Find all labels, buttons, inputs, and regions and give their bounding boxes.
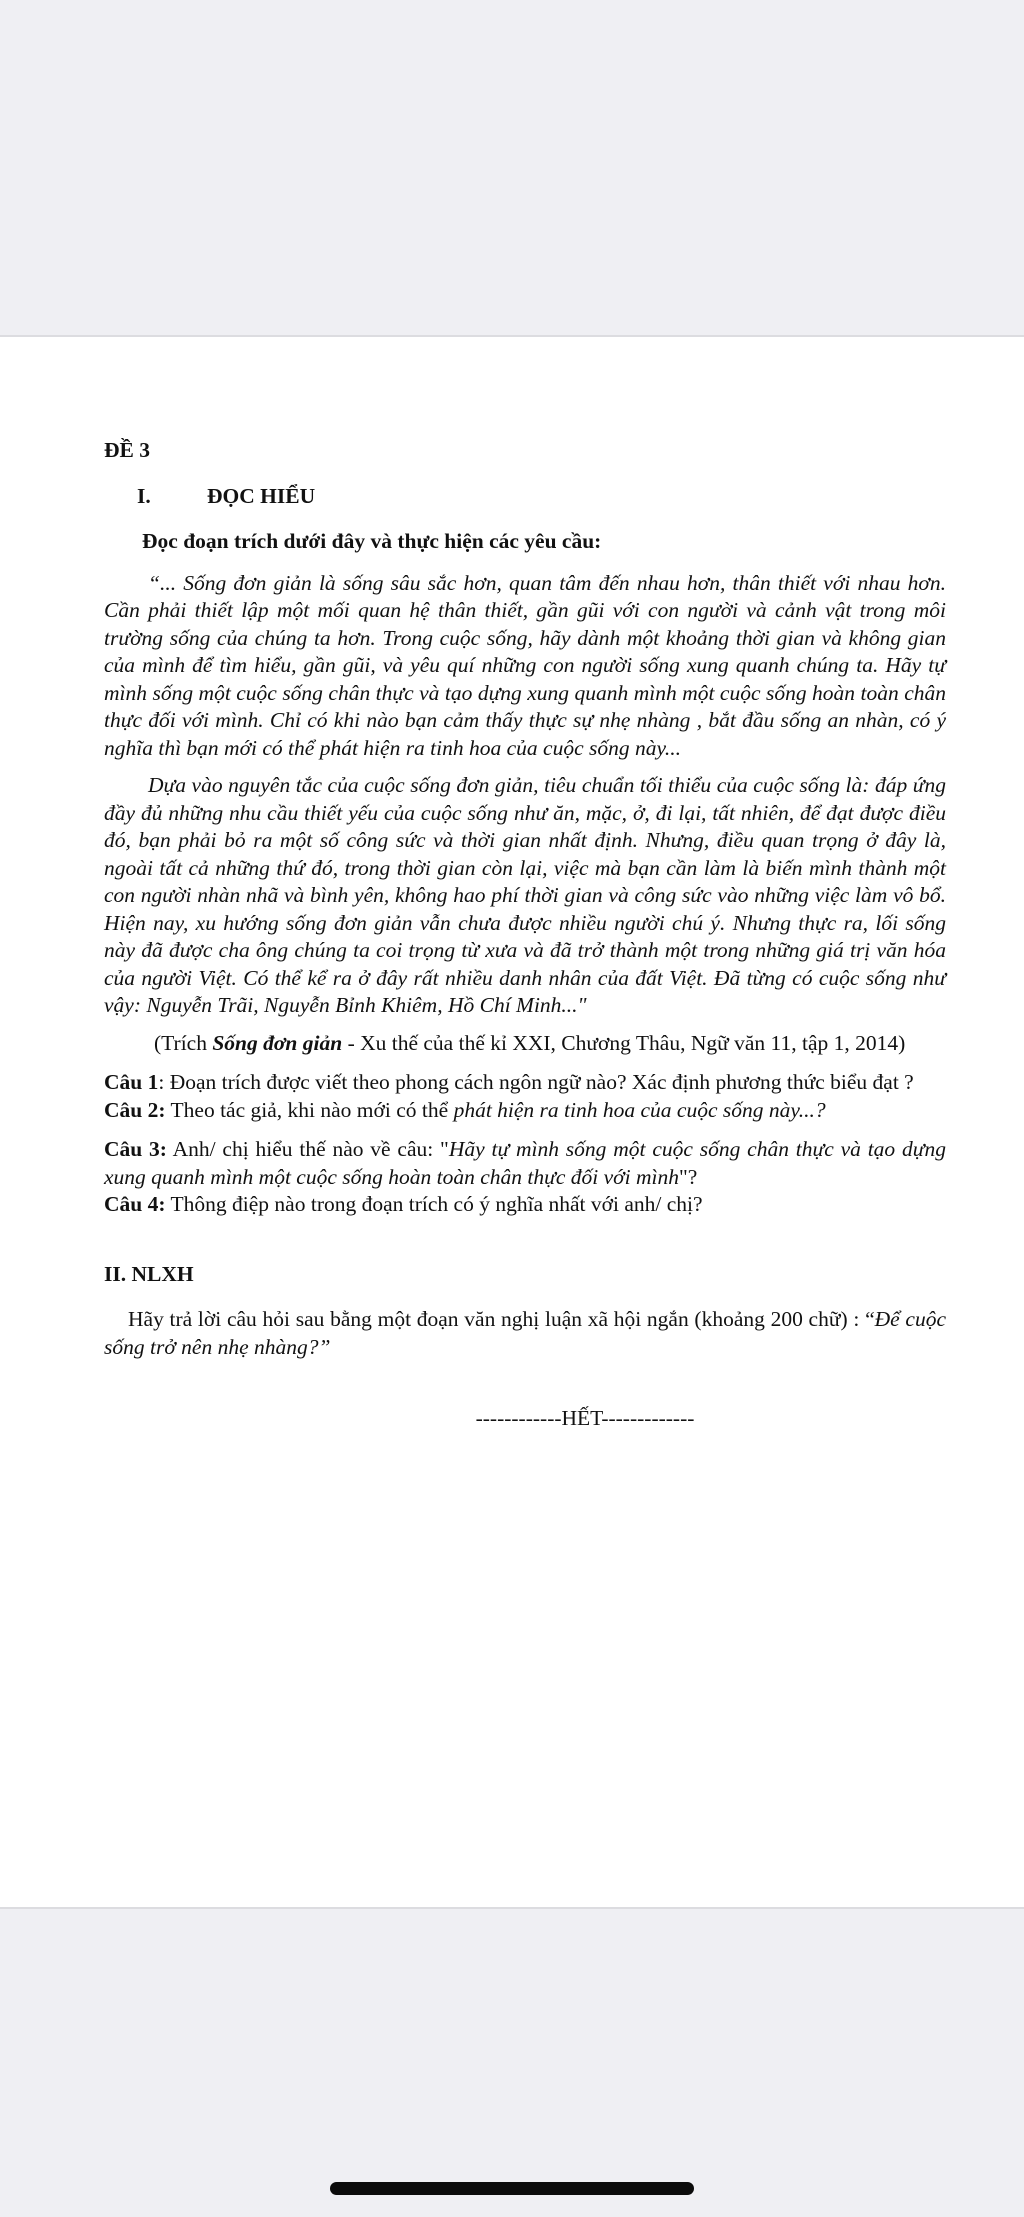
question-label: Câu 1 [104,1070,159,1094]
question-quote: Hãy tự mình sống một cuộc sống chân thực và tạo dựng xung quanh mình một cuộc sống hoàn toàn chân thực đối với mình [104,1137,946,1189]
question-label: Câu 2: [104,1097,166,1122]
question-1: Câu 1: Đoạn trích được viết theo phong cách ngôn ngữ nào? Xác định phương thức biểu đạt ? [104,1070,914,1094]
question-tail: "? [678,1164,698,1189]
instruction: Đọc đoạn trích dưới đây và thực hiện các yêu cầu: [142,529,602,553]
question-label: Câu 4: [104,1192,166,1216]
citation-work: Sống đơn giản [212,1030,343,1055]
question-label: Câu 3: [104,1137,167,1161]
excerpt-paragraph-1: “... Sống đơn giản là sống sâu sắc hơn, quan tâm đến nhau hơn, thân thiết với nhau hơn. Cần phải thiết lập một mối quan hệ thân thiết, gần gũi với con người và cảnh vật trong môi trường sống của chúng ta hơn. Trong cuộc sống, hãy dành một khoảng thời gian và không gian của mình để tìm hiểu, gần gũi, và yêu quí những con người sống xung quanh chúng ta. Hãy tự mình sống một cuộc sống chân thực và tạo dựng xung quanh mình một cuộc sống hoàn toàn chân thực đối với mình. Chỉ có khi nào bạn cảm thấy thực sự nhẹ nhàng , bắt đầu sống an nhàn, có ý nghĩa thì bạn mới có thể phát hiện ra tinh hoa của cuộc sống này... [104,570,946,760]
citation-prefix: (Trích [154,1030,213,1055]
top-gray-area [0,0,1024,335]
home-indicator[interactable] [330,2182,694,2195]
section-2-text: Hãy trả lời câu hỏi sau bằng một đoạn văn nghị luận xã hội ngắn (khoảng 200 chữ) : “ [128,1307,875,1331]
section-2-title: II. NLXH [104,1261,194,1286]
end-mark: ------------HẾT------------- [475,1406,695,1430]
citation-suffix: - Xu thế của thế kỉ XXI, Chương Thâu, Ngữ văn 11, tập 1, 2014) [342,1030,906,1055]
document-content [104,437,946,1433]
section-1-heading [104,483,946,511]
citation [104,1030,946,1058]
section-1-number: I. [137,483,151,508]
question-text: Thông điệp nào trong đoạn trích có ý nghĩa nhất với anh/ chị? [170,1192,703,1216]
section-2-prompt [104,1306,946,1361]
document-page[interactable] [0,335,1024,1909]
question-3 [104,1136,946,1191]
section-1-title: ĐỌC HIỂU [207,483,316,508]
question-2 [104,1097,946,1125]
exam-title: ĐỀ 3 [104,438,150,462]
section-2-quote: Để cuộc sống trở nên nhẹ nhàng?” [104,1307,946,1359]
question-4 [104,1191,946,1219]
question-text: Theo tác giả, khi nào mới có thể [170,1097,454,1122]
question-quote: phát hiện ra tinh hoa của cuộc sống này...? [453,1097,826,1122]
excerpt-paragraph-2: Dựa vào nguyên tắc của cuộc sống đơn giản, tiêu chuẩn tối thiểu của cuộc sống là: đáp ứng đầy đủ những nhu cầu thiết yếu của cuộc sống như ăn, mặc, ở, đi lại, tất nhiên, để đạt được điều đó, bạn phải bỏ ra một số công sức và thời gian nhất định. Nhưng, điều quan trọng ở đây là, ngoài tất cả những thứ đó, trong thời gian còn lại, việc mà bạn cần làm là biến mình thành một con người nhàn nhã và bình yên, không hao phí thời gian và công sức vào những việc làm vô bổ. Hiện nay, xu hướng sống đơn giản vẫn chưa được nhiều người chú ý. Nhưng thực ra, lối sống này đã được cha ông chúng ta coi trọng từ xưa và đã trở thành một trong những giá trị văn hóa của người Việt. Có thể kể ra ở đây rất nhiều danh nhân của đất Việt. Đã từng có cuộc sống như vậy: Nguyễn Trãi, Nguyễn Bỉnh Khiêm, Hồ Chí Minh..." [104,773,946,1017]
question-text: Anh/ chị hiểu thế nào về câu: " [172,1137,449,1161]
question-text: Đoạn trích được viết theo phong cách ngôn ngữ nào? Xác định phương thức biểu đạt ? [169,1070,914,1094]
